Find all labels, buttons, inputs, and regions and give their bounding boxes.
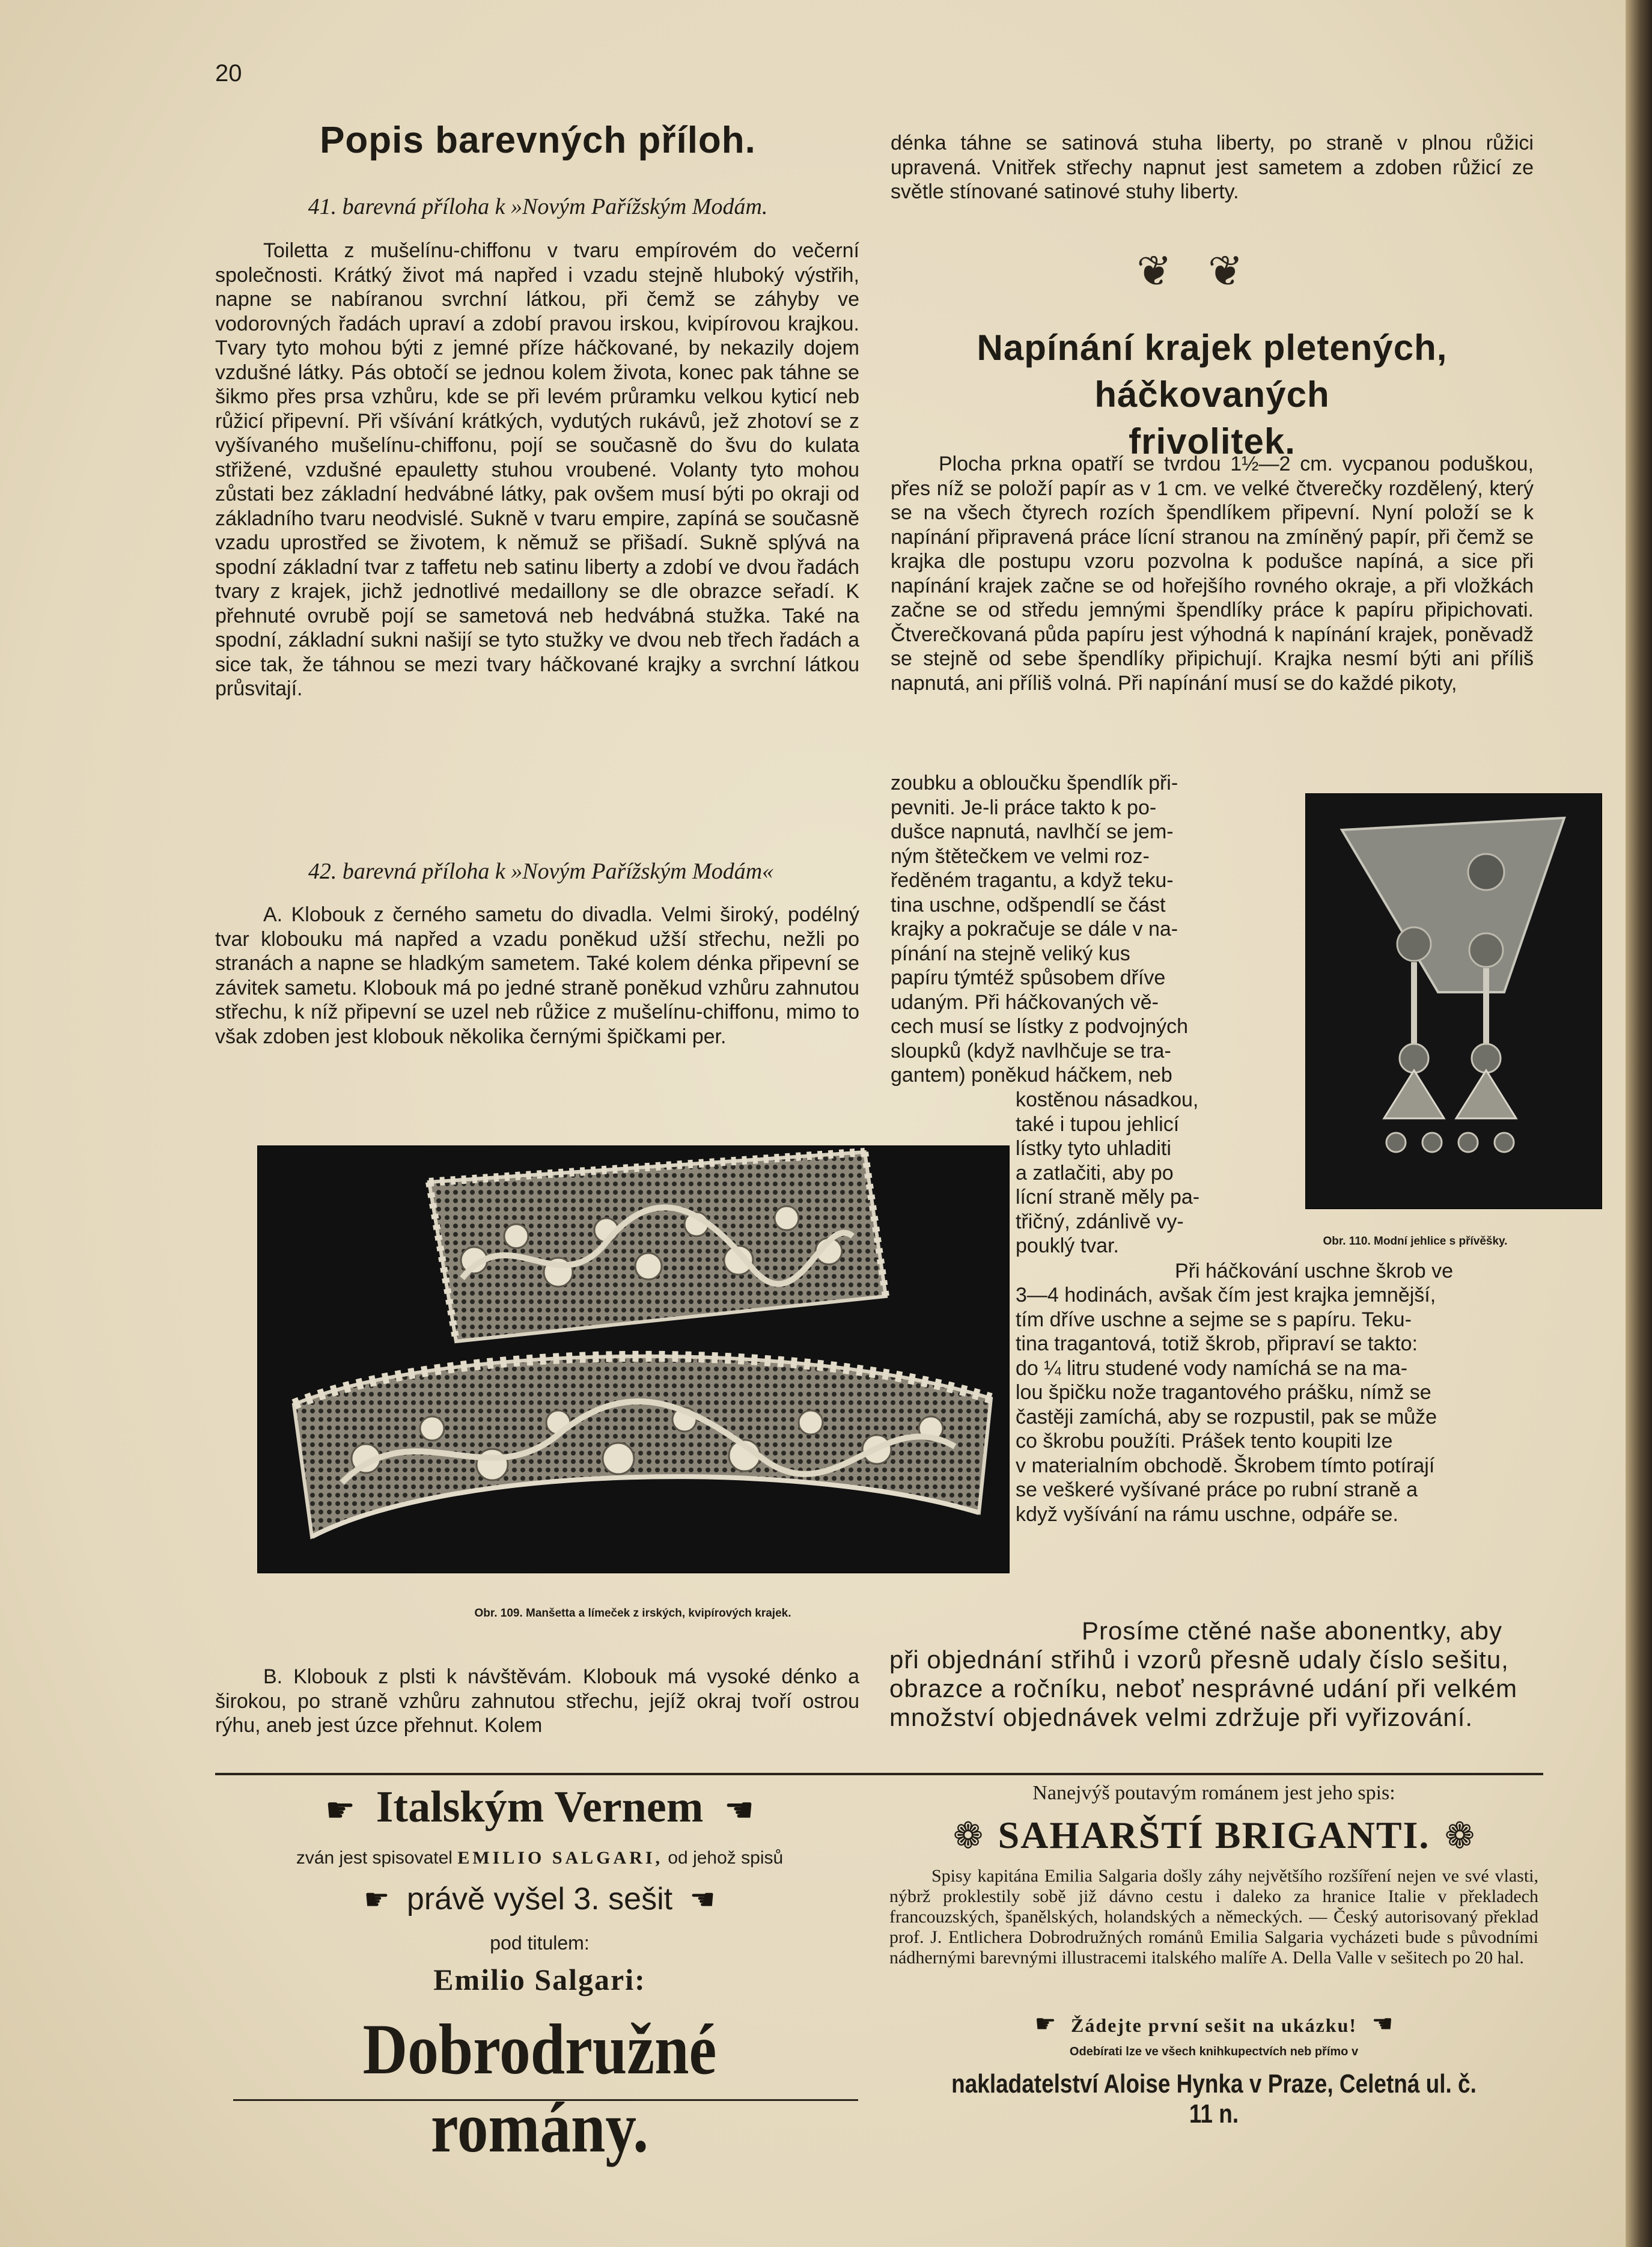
hand-right-icon: ☛ [364, 1884, 390, 1916]
wide-line: do ¼ litru studené vody namíchá se na ma- [1016, 1356, 1408, 1380]
hand-left-icon: ☚ [724, 1791, 755, 1829]
narrow-line: cech musí se lístky z podvojných [891, 1015, 1189, 1038]
wide-line: Při háčkování uschne škrob ve [1175, 1260, 1454, 1282]
right-narrow-text [891, 771, 1215, 1088]
narrow-line: zoubku a obloučku špendlík při- [891, 772, 1178, 794]
narrow-line: papíru týmtéž spůsobem dříve [891, 966, 1166, 989]
hand-left-icon: ☚ [689, 1884, 716, 1916]
hand-right-icon: ☛ [1034, 2011, 1056, 2037]
section-b-paragraph: B. Klobouk z plsti k návštěvám. Klobouk má vysoké dénko a širokou, po straně vzhůru zahnutou střechu, jejíž okraj tvoří ostrou rýhu, aneb jest úzce přehnut. Kolem [215, 1665, 859, 1737]
narrow-line: krajky a pokračuje se dále v na- [891, 918, 1178, 941]
hand-left-icon: ☚ [1371, 2011, 1394, 2037]
right-mid-text [1016, 1088, 1256, 1258]
figure-109-caption: Obr. 109. Manšetta a límeček z irských, kvipírových krajek. [474, 1607, 791, 1620]
ornament-right-icon: ❦ [1208, 248, 1279, 294]
ad-right-publisher: nakladatelství Aloise Hynka v Praze, Celetná ul. č. 11 n. [951, 2069, 1477, 2129]
wide-line: se veškeré vyšívané práce po rubní straně a [1016, 1478, 1418, 1501]
ad-right-request: Žádejte první sešit na ukázku! [1070, 2014, 1358, 2036]
figure-109-lace-cuff-collar [257, 1145, 1010, 1573]
narrow-line: udaným. Při háčkovaných vě- [891, 990, 1159, 1014]
ad-left-author-title: Emilio Salgari: [433, 1963, 646, 1996]
mid-line: lícní straně měly pa- [1016, 1186, 1200, 1209]
right-heading-line1: Napínání krajek pletených, háčkovaných [977, 328, 1448, 415]
figure-110-hatpin [1305, 793, 1602, 1209]
mid-line: lístky tyto uhladiti [1016, 1137, 1171, 1160]
wide-line: v materialním obchodě. Škrobem tímto potírají [1016, 1454, 1435, 1477]
section-41-paragraph: Toiletta z mušelínu-chiffonu v tvaru empírovém do večerní společnosti. Krátký život má napřed i vzadu stejně hluboký výstřih, napne se nabíranou svrchní látkou, při čemž se záhyby ve vodorovných řadách upraví a zdobí pravou irskou, kvipírovou krajkou. Tvary tyto mohou býti z jemné příze háčkované, by nekazily dojem vzdušné látky. Pás obtočí se jednou kolem života, konec pak táhne se šikmo přes prsa vzhůru, kde se při levém průramku velkou kyticí neb růžicí připevní. Při všívání krátkých, vydutých rukávů, jež zhotoví se z vyšívaného mušelínu-chiffonu, pojí se současně do švu do kulata střižené, vzdušné epauletty stuhou vroubené. Volanty tyto mohou zůstati bez základní hedvábné látky, pak ovšem musí býti po okraji od základního tvaru neodvislé. Sukně v tvaru empire, zapíná se současně vzadu uprostřed se životem, k němuž se přišadí. Sukně splývá na spodní základní tvar z taffetu neb satinu liberty a zdobí ve dvou řadách tvary z krajek, jichž jednotlivé medaillony se dle obrazce seřadí. K přehnuté ovrubě pojí se sametová neb hedvábná stužka. Také na spodní, základní sukni našijí se tyto stužky ve dvou neb třech řadách a sice tak, že táhnou se mezi tvary háčkované krajky a svrchní látkou průsvitají. [215, 239, 859, 700]
book-binding-edge [1626, 0, 1652, 2247]
right-heading-line2: frivolitek. [1129, 421, 1296, 462]
ad-left-line1-end: od jehož spisů [668, 1848, 784, 1868]
narrow-line: dušce napnutá, navlhčí se jem- [891, 820, 1174, 843]
wide-line: tím dříve uschne a sejme se s papíru. Teku- [1016, 1308, 1412, 1331]
narrow-line: ředěném tragantu, a když teku- [891, 869, 1174, 892]
right-continuation-paragraph: dénka táhne se satinová stuha liberty, po straně v plnou růžici upravená. Vnitřek střechy napnut jest sametem a zdoben růžicí ze světle stínované satinové stuhy liberty. [891, 132, 1534, 203]
ad-left-line1 [215, 1848, 864, 1868]
ad-right-saharsti-briganti [889, 1782, 1538, 2129]
wide-line: 3—4 hodinách, avšak čím jest krajka jemnější, [1016, 1284, 1436, 1306]
section-41-subtitle: 41. barevná příloha k »Novým Pařížským Modám. [308, 194, 768, 219]
mid-line: třičný, zdánlivě vy- [1016, 1210, 1184, 1233]
mid-line: také i tupou jehlicí [1016, 1112, 1180, 1136]
wide-line: častěji zamíchá, aby se rozpustil, pak se může [1016, 1405, 1437, 1428]
narrow-line: pevniti. Je-li práce takto k po- [891, 796, 1157, 819]
hand-right-icon: ☛ [325, 1791, 356, 1829]
ad-left-big-title: Dobrodružné romány. [362, 2009, 717, 2167]
section-42-text [215, 903, 859, 1049]
ad-left-line2-row [215, 1881, 864, 1917]
lace-illustration [258, 1146, 1009, 1573]
wide-line: tina tragantová, totiž škrob, připraví se takto: [1016, 1332, 1418, 1355]
hatpin-illustration [1306, 794, 1602, 1209]
section-b-text [215, 1665, 859, 1738]
flower-icon: ❁ [952, 1816, 984, 1856]
narrow-line: sloupků (když navlhčuje se tra- [891, 1039, 1171, 1063]
narrow-line: tina uschne, odšpendlí se část [891, 893, 1166, 916]
mid-line: a zatlačiti, aby po [1016, 1161, 1174, 1184]
right-heading [891, 325, 1534, 465]
flower-ornament [1082, 246, 1334, 296]
ad-right-small: Odebírati lze ve všech knihkupectvích neb přímo v [1069, 2045, 1359, 2058]
wide-line: lou špičku nože tragantového prášku, nímž se [1016, 1381, 1431, 1404]
section-41-text [215, 239, 859, 701]
section-42-paragraph: A. Klobouk z černého sametu do divadla. Velmi široký, podélný tvar klobouku má napřed a vzadu poněkud užší střechu, nežli po stranách a napne se hladkým sametem. Také kolem dénka připevní se závitek sametu. Klobouk má po jedné straně poněkud vzhůru zahnutou střechu, k níž připevní se uzel neb růžice z mušelínu-chiffonu, mimo to však zdoben jest klobouk několika černými špičkami per. [215, 903, 859, 1048]
right-continuation-text [891, 131, 1534, 204]
ad-left-bottom-rule [233, 2099, 858, 2101]
ad-top-rule [215, 1773, 1543, 1775]
ad-right-title: SAHARŠTÍ BRIGANTI. [998, 1814, 1430, 1856]
ad-right-intro: Nanejvýš poutavým románem jest jeho spis: [1032, 1782, 1395, 1804]
ad-right-request-row [889, 2010, 1538, 2038]
right-wide-text [891, 452, 1534, 695]
ad-right-title-row [889, 1813, 1538, 1858]
ad-right-paragraph: Spisy kapitána Emilia Salgaria došly záhy největšího rozšíření nejen ve své vlasti, nýbrž proklestily sobě již dávno cestu i daleko za hranice Italie v překladech francouzských, španělských, holandských a německých. — Český autorisovaný překlad prof. J. Entlichera Dobrodružných románů Emilia Salgaria vycházeti bude s původními nádhernými barevnými illustracemi italského malíře A. Della Valle v sešitech po 20 hal. [889, 1866, 1538, 1968]
ad-left-italsky-vernem [215, 1782, 864, 2167]
ad-left-author: EMILIO SALGARI, [457, 1848, 663, 1868]
figure-110-caption: Obr. 110. Modní jehlice s přívěšky. [1323, 1235, 1508, 1248]
right-wide-end-first [1175, 1259, 1535, 1284]
mid-line: kostěnou násadkou, [1016, 1088, 1199, 1111]
ad-left-line3: pod titulem: [490, 1932, 590, 1954]
right-wide-paragraph: Plocha prkna opatří se tvrdou 1½—2 cm. vycpanou poduškou, přes níž se položí papír as v 1 cm. ve velké čtverečky rozdělený, který se na všech čtyrech rozích špendlíkem připevní. Nyní položí se k napínání připravená práce lícní stranou na zmíněný papír, při čemž se krajka dle postupu vzoru pozvolna k podušce napíná, a sice při napínání krajek začne se od hořejšího rovného okraje, a při vložkách začne se od středu jemnými špendlíky práce k papíru připichovati. Čtverečkovaná půda papíru jest výhodná k napínání krajek, poněvadž se stejně od sebe špendlíky připichují. Krajka nesmí býti ani příliš napnutá, ani příliš volná. Při napínání musí se do každé pikoty, [891, 453, 1534, 695]
left-heading: Popis barevných příloh. [320, 120, 756, 161]
page-number: 20 [215, 60, 242, 87]
right-wide-end-text [1016, 1283, 1535, 1526]
section-42-subtitle: 42. barevná příloha k »Novým Pařížským Modám« [308, 859, 774, 884]
subscriber-notice: Prosíme ctěné naše abonentky, aby při objednání střihů i vzorů přesně udaly číslo sešitu, obrazce a ročníku, neboť nesprávné udání při velkém množství objednávek velmi zdržuje při vyřizování. [889, 1617, 1517, 1731]
ornament-left-icon: ❦ [1136, 248, 1208, 294]
ad-left-line1-start: zván jest spisovatel [296, 1848, 453, 1868]
flower-icon: ❁ [1444, 1816, 1475, 1856]
narrow-line: ným štětečkem ve velmi roz- [891, 844, 1150, 868]
wide-line: co škrobu použíti. Prášek tento koupiti lze [1016, 1430, 1393, 1453]
narrow-line: gantem) poněkud háčkem, neb [891, 1064, 1172, 1087]
ad-left-title-row [233, 1782, 846, 1833]
narrow-line: pínání na stejně veliký kus [891, 942, 1130, 965]
wide-line: když vyšívání na rámu uschne, odpáře se. [1016, 1502, 1398, 1526]
ad-left-title: Italským Vernem [376, 1782, 704, 1832]
mid-line: pouklý tvar. [1016, 1234, 1119, 1257]
ad-left-line2: právě vyšel 3. sešit [406, 1882, 673, 1916]
